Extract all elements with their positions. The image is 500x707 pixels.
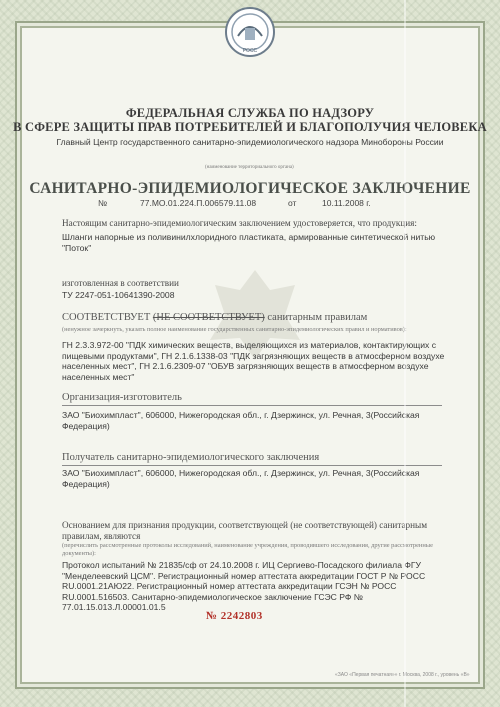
product-name: Шланги напорные из поливинилхлоридного пластиката, армированные синтетической нитью "Поток" — [62, 232, 436, 253]
basis-value: Протокол испытаний № 21835/сф от 24.10.2008 г. ИЦ Сергиево-Посадского филиала ФГУ "Менделеевский ЦСМ". Регистрационный номер аттестата аккредитации ГОСТ Р № РОСС RU.0001.21АЮ22. Регистрационный номер аттестата аккредитации ГСЭН № РОСС RU.0001.516503. Санитарно-эпидемиологическое заключение ГСЭС РФ № 77.01.15.013.Л.00001.01.5 — [62, 560, 426, 613]
rospotrebnadzor-emblem-icon — [224, 6, 276, 58]
date-prefix: от — [288, 198, 297, 208]
manufacturer-value: ЗАО "Биохимпласт", 606000, Нижегородская обл., г. Дзержинск, ул. Речная, 3(Российская Федерация) — [62, 410, 420, 431]
agency-line-2: В СФЕРЕ ЗАЩИТЫ ПРАВ ПОТРЕБИТЕЛЕЙ И БЛАГОПОЛУЧИЯ ЧЕЛОВЕКА — [13, 120, 487, 134]
made-standard: ТУ 2247-051-10641390-2008 — [62, 290, 175, 300]
recipient-heading: Получатель санитарно-эпидемиологического заключения — [62, 452, 320, 463]
conformity-line — [62, 312, 367, 323]
manufacturer-rule — [62, 405, 442, 406]
basis-heading: Основанием для признания продукции, соответствующей (не соответствующей) санитарным правилам, являются — [62, 520, 428, 541]
printer-note: «ЗАО «Первая печатная»» г. Москва, 2008 г., уровень «В» — [335, 672, 470, 678]
certificate-date: 10.11.2008 г. — [322, 198, 371, 208]
number-symbol: № — [98, 198, 108, 208]
recipient-value: ЗАО "Биохимпласт", 606000, Нижегородская обл., г. Дзержинск, ул. Речная, 3(Российская Федерация) — [62, 468, 420, 489]
emblem-label: РОСС — [242, 48, 258, 54]
certificate-number: 77.МО.01.224.П.006579.11.08 — [140, 198, 257, 208]
agency-line-1: ФЕДЕРАЛЬНАЯ СЛУЖБА ПО НАДЗОРУ — [125, 106, 375, 120]
serial-number: № 2242803 — [206, 610, 263, 622]
fold-line — [404, 0, 406, 707]
basis-note: (перечислить рассмотренные протоколы исследований, наименование учреждения, проводившего исследования, другие рассмотренные документы): — [62, 542, 433, 557]
intro-text: Настоящим санитарно-эпидемиологическим заключением удостоверяется, что продукция: — [62, 218, 417, 228]
made-label: изготовленная в соответствии — [62, 278, 179, 288]
issuing-center: Главный Центр государственного санитарно-эпидемиологического надзора Минобороны России — [56, 137, 444, 147]
recipient-rule — [62, 465, 442, 466]
conform-tail: санитарным правилам — [267, 312, 368, 323]
certificate-title: САНИТАРНО-ЭПИДЕМИОЛОГИЧЕСКОЕ ЗАКЛЮЧЕНИЕ — [29, 180, 471, 197]
conform-word: СООТВЕТСТВУЕТ — [62, 312, 151, 323]
not-conform-word: (НЕ СООТВЕТСТВУЕТ) — [152, 312, 265, 323]
center-caption: (наименование территориального органа) — [205, 165, 294, 170]
sanitary-rules: ГН 2.3.3.972-00 "ПДК химических веществ, выделяющихся из материалов, контактирующих с пищевыми продуктами", ГН 2.1.6.1338-03 "ПДК загрязняющих веществ в атмосферном воздухе населенных мест", ГН 2.1.6.2309-07 "ОБУВ загрязняющих веществ в атмосферном воздухе населенных мест" — [62, 340, 445, 382]
manufacturer-heading: Организация-изготовитель — [62, 392, 182, 403]
conform-note: (ненужное зачеркнуть, указать полное наименование государственных санитарно-эпидемиологических правил и нормативов): — [62, 326, 407, 333]
